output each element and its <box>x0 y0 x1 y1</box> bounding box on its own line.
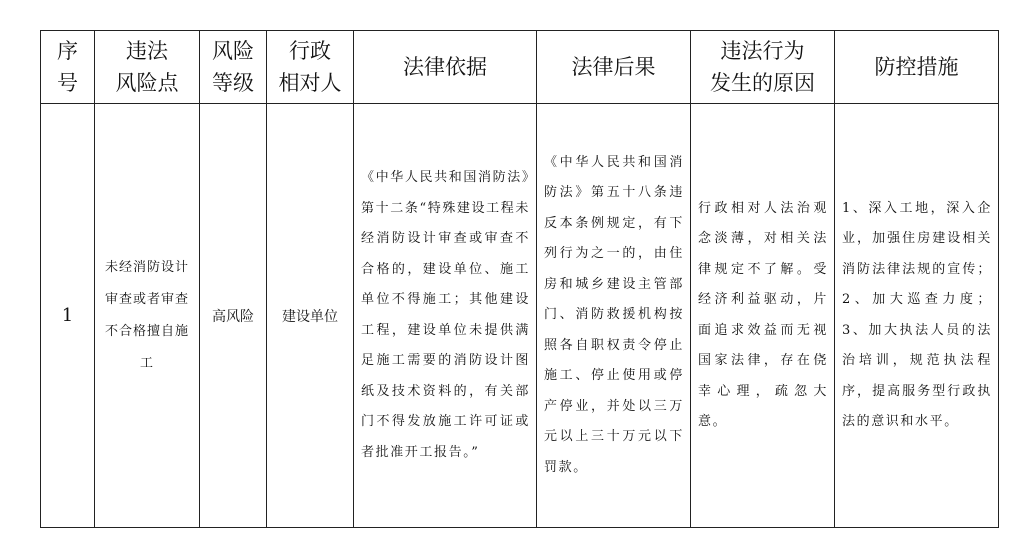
risk-table <box>40 30 999 528</box>
header-counterparty: 行政 相对人 <box>267 31 354 104</box>
header-row <box>41 31 999 104</box>
cell-seq: 1 <box>41 104 95 528</box>
cell-cause: 行政相对人法治观念淡薄，对相关法律规定不了解。受经济利益驱动，片面追求效益而无视国家法律，存在侥幸心理，疏忽大意。 <box>691 104 835 528</box>
table-row <box>41 104 999 528</box>
cell-counterparty: 建设单位 <box>267 104 354 528</box>
cell-legal-consequence: 《中华人民共和国消防法》第五十八条违反本条例规定，有下列行为之一的，由住房和城乡建设主管部门、消防救援机构按照各自职权责令停止施工、停止使用或停产停业，并处以三万元以上三十万元以下罚款。 <box>537 104 691 528</box>
header-risk-point: 违法 风险点 <box>95 31 200 104</box>
header-seq: 序 号 <box>41 31 95 104</box>
header-legal-basis: 法律依据 <box>354 31 537 104</box>
header-risk-level: 风险 等级 <box>200 31 267 104</box>
header-measures: 防控措施 <box>835 31 999 104</box>
header-cause: 违法行为 发生的原因 <box>691 31 835 104</box>
cell-legal-basis: 《中华人民共和国消防法》第十二条“特殊建设工程未经消防设计审查或审查不合格的，建设单位、施工单位不得施工；其他建设工程，建设单位未提供满足施工需要的消防设计图纸及技术资料的，有关部门不得发放施工许可证或者批准开工报告。” <box>354 104 537 528</box>
cell-risk-level: 高风险 <box>200 104 267 528</box>
header-legal-consequence: 法律后果 <box>537 31 691 104</box>
cell-measures: 1、深入工地，深入企业，加强住房建设相关消防法律法规的宣传；2、加大巡查力度；3、加大执法人员的法治培训，规范执法程序，提高服务型行政执法的意识和水平。 <box>835 104 999 528</box>
cell-risk-point: 未经消防设计审查或者审查不合格擅自施工 <box>95 104 200 528</box>
